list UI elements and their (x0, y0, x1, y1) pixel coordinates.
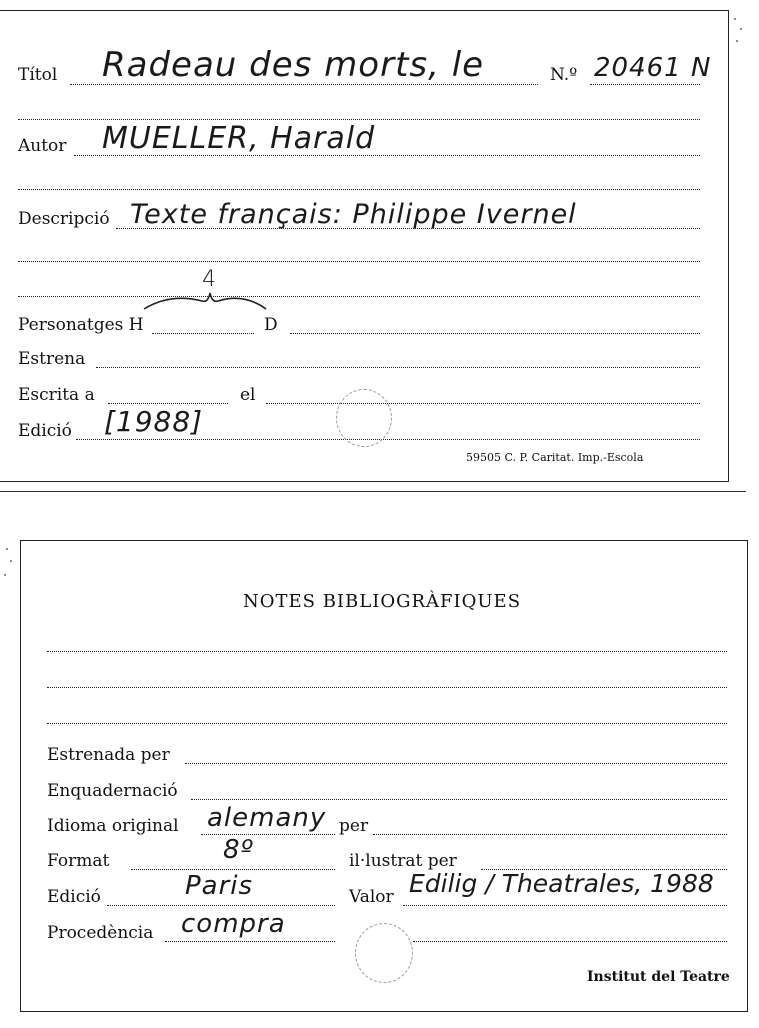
format-label: Format (47, 851, 110, 871)
el-line (266, 403, 700, 404)
format-value: 8º (223, 835, 254, 865)
blank-line (47, 723, 727, 724)
valor-value: Edilig / Theatrales, 1988 (409, 869, 714, 898)
idioma-line (201, 834, 335, 835)
estrenada-label: Estrenada per (47, 745, 170, 765)
speck (6, 548, 8, 550)
valor-line (403, 905, 727, 906)
enquadernacio-label: Enquadernació (47, 781, 178, 801)
enquadernacio-line (191, 799, 727, 800)
descripcio-label: Descripció (18, 209, 110, 229)
edicio2-line (107, 905, 335, 906)
personatges-d-line (290, 333, 700, 334)
blank-line (18, 189, 700, 190)
catalog-card-bottom (20, 540, 748, 1012)
procedencia-extra-line (413, 941, 727, 942)
blank-line (18, 119, 700, 120)
procedencia-value: compra (181, 909, 286, 939)
personatges-label: Personatges H (18, 315, 144, 335)
per-line (373, 834, 727, 835)
d-label: D (264, 315, 278, 335)
idioma-value: alemany (207, 803, 327, 833)
blank-line (18, 261, 700, 262)
el-label: el (240, 385, 256, 405)
descripcio-value: Texte français: Philippe Ivernel (130, 199, 577, 230)
format-line (131, 869, 335, 870)
speck (4, 574, 6, 576)
brace-mark (140, 289, 270, 315)
edicio-value: [1988] (104, 405, 204, 438)
catalog-card-top (0, 10, 729, 482)
notes-title: NOTES BIBLIOGRÀFIQUES (243, 591, 522, 612)
personatges-h-line (152, 333, 254, 334)
edicio2-label: Edició (47, 887, 101, 907)
numero-label: N.º (550, 65, 578, 85)
titol-value: Radeau des morts, le (102, 45, 485, 85)
edicio-label: Edició (18, 421, 72, 441)
blank-line (47, 687, 727, 688)
speck (736, 40, 738, 42)
numero-line (590, 84, 700, 85)
autor-label: Autor (18, 136, 67, 156)
estrenada-line (185, 763, 727, 764)
edicio-line (76, 439, 700, 440)
personatges-count: 4 (202, 267, 217, 292)
blank-line (47, 651, 727, 652)
speck (10, 560, 12, 562)
institution-name: Institut del Teatre (587, 969, 730, 985)
estrena-label: Estrena (18, 349, 86, 369)
stamp-circle (355, 923, 413, 983)
valor-label: Valor (349, 887, 394, 907)
titol-label: Títol (18, 65, 58, 85)
stamp-circle (336, 389, 392, 447)
edicio2-value: Paris (185, 871, 254, 901)
printer-text: 59505 C. P. Caritat. Imp.-Escola (466, 451, 644, 464)
procedencia-label: Procedència (47, 923, 154, 943)
speck (734, 18, 736, 20)
escrita-line (108, 403, 228, 404)
autor-value: MUELLER, Harald (102, 121, 376, 156)
speck (740, 28, 742, 30)
divider (0, 491, 746, 492)
idioma-label: Idioma original (47, 816, 179, 836)
illustrat-label: il·lustrat per (349, 851, 457, 871)
per-label: per (339, 816, 369, 836)
estrena-line (96, 367, 700, 368)
procedencia-line (165, 941, 335, 942)
blank-line (18, 296, 700, 297)
escrita-label: Escrita a (18, 385, 95, 405)
numero-value: 20461 N (594, 53, 712, 83)
